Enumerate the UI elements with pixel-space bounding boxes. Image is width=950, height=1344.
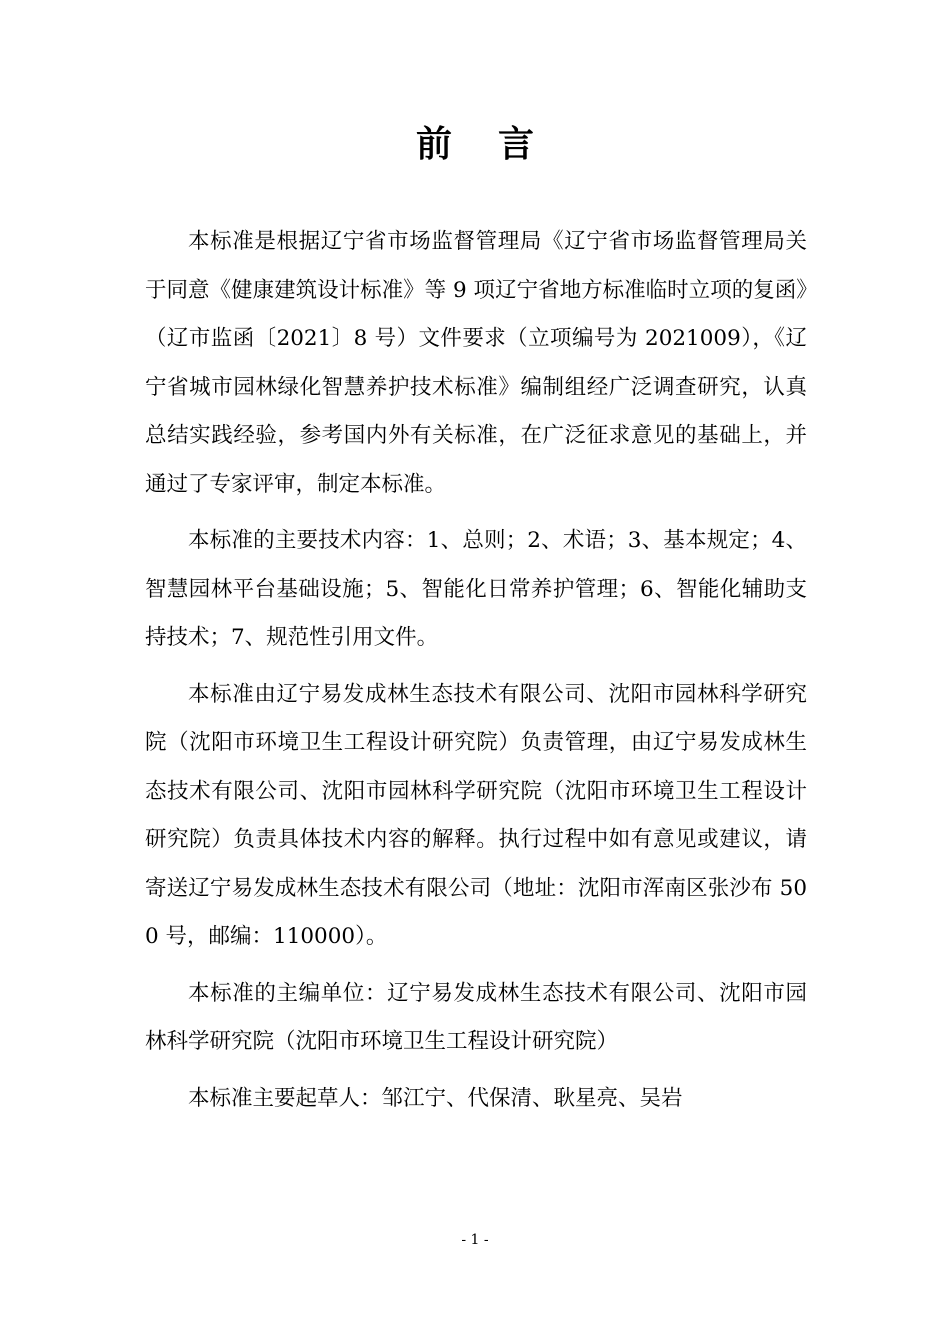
paragraph-contents: 本标准的主要技术内容：1、总则；2、术语；3、基本规定；4、智慧园林平台基础设施；5、智能化日常养护管理；6、智能化辅助支持技术；7、规范性引用文件。 [145, 528, 807, 650]
paragraph-chief-editor: 本标准的主编单位：辽宁易发成林生态技术有限公司、沈阳市园林科学研究院（沈阳市环境卫生工程设计研究院） [145, 980, 807, 1054]
page-title [0, 116, 950, 167]
paragraph-drafters: 本标准主要起草人：邹江宁、代保清、耿星亮、吴岩 [188, 1085, 683, 1111]
title-char-1: 前 [415, 124, 452, 165]
document-body [145, 218, 807, 1131]
paragraph-management: 本标准由辽宁易发成林生态技术有限公司、沈阳市园林科学研究院（沈阳市环境卫生工程设计研究院）负责管理，由辽宁易发成林生态技术有限公司、沈阳市园林科学研究院（沈阳市环境卫生工程设计研究院）负责具体技术内容的解释。执行过程中如有意见或建议，请寄送辽宁易发成林生态技术有限公司（地址：沈阳市浑南区张沙布 500 号，邮编：110000）。 [145, 681, 807, 949]
paragraph-basis: 本标准是根据辽宁省市场监督管理局《辽宁省市场监督管理局关于同意《健康建筑设计标准》等 9 项辽宁省地方标准临时立项的复函》（辽市监函〔2021〕8 号）文件要求（立项编号为 2021009），《辽宁省城市园林绿化智慧养护技术标准》编制组经广泛调查研究，认真总结实践经验，参考国内外有关标准，在广泛征求意见的基础上，并通过了专家评审，制定本标准。 [145, 229, 807, 497]
title-char-2: 言 [498, 124, 535, 165]
page-number: - 1 - [461, 1232, 489, 1248]
